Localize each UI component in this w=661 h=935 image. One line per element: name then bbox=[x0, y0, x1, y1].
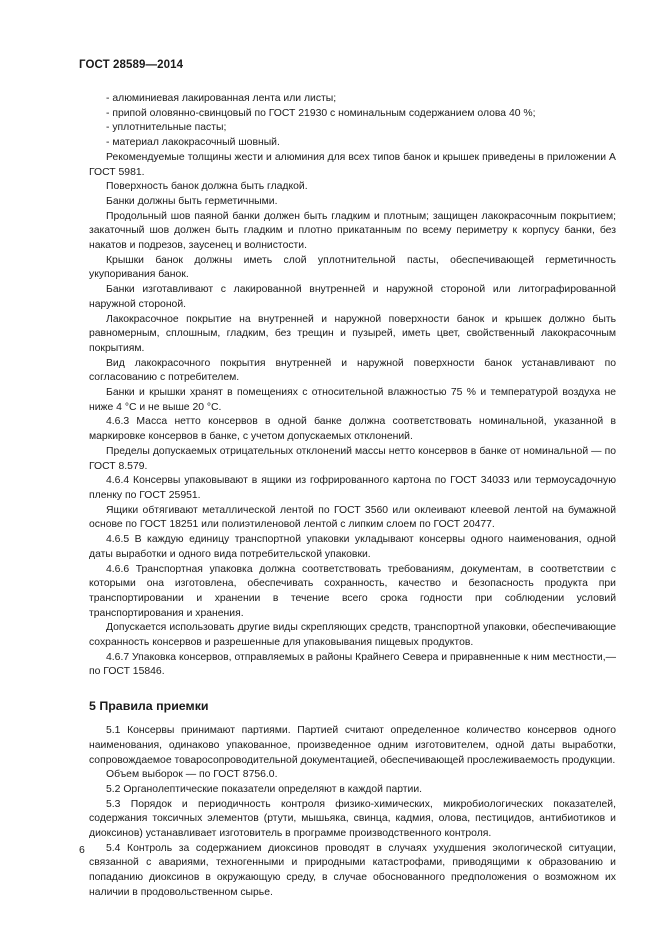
paragraph: Допускается использовать другие виды скрепляющих средств, транспортной упаковки, обеспечивающие сохранность консервов и разрешенные для упаковывания пищевых продуктов. bbox=[89, 622, 616, 649]
list-item: - материал лакокрасочный шовный. bbox=[106, 137, 280, 149]
paragraph: 5.1 Консервы принимают партиями. Партией считают определенное количество консервов одного наименования, одинаково упакованное, произведенное одним изготовителем, одной даты выработки, сопровождаемое товаросопроводительной документацией, обеспечивающей прослеживаемость продукции. bbox=[89, 725, 616, 766]
paragraph: Поверхность банок должна быть гладкой. bbox=[106, 181, 308, 193]
paragraph: 4.6.4 Консервы упаковывают в ящики из гофрированного картона по ГОСТ 34033 или термоусадочную пленку по ГОСТ 25951. bbox=[89, 475, 616, 501]
paragraph: Банки должны быть герметичными. bbox=[106, 195, 278, 207]
paragraph: 5.3 Порядок и периодичность контроля физико-химических, микробиологических показателей, содержания токсичных элементов (ртути, мышьяка, свинца, кадмия, олова, пестицидов, антибиотиков и диоксинов) устанавливает изготовитель в программе производственного контроля. bbox=[89, 798, 616, 840]
paragraph: 4.6.7 Упаковка консервов, отправляемых в районы Крайнего Севера и приравненные к ним местности,— по ГОСТ 15846. bbox=[89, 651, 616, 678]
paragraph: 4.6.5 В каждую единицу транспортной упаковки укладывают консервы одного наименования, одной даты выработки и одного вида потребительской упаковки. bbox=[89, 534, 616, 560]
paragraph: Банки и крышки хранят в помещениях с относительной влажностью 75 % и температурой воздуха не ниже 4 °С и не выше 20 °С. bbox=[89, 387, 616, 413]
paragraph: 4.6.6 Транспортная упаковка должна соответствовать требованиям, документам, в соответствии с которыми она изготовлена, обеспечивать сохранность, качество и безопасность продукта при транспортировании и хранении в течение всего срока годности при соблюдении условий транспортирования и хранения. bbox=[89, 563, 616, 619]
paragraph: Лакокрасочное покрытие на внутренней и наружной поверхности банок и крышек должно быть равномерным, сплошным, гладким, без трещин и пузырей, иметь цвет, свойственный лакокрасочным покрытиям. bbox=[89, 313, 616, 354]
paragraph: 4.6.3 Масса нетто консервов в одной банке должна соответствовать номинальной, указанной в маркировке консервов в банке, с учетом допускаемых отклонений. bbox=[89, 416, 616, 443]
paragraph: Крышки банок должны иметь слой уплотнительной пасты, обеспечивающей герметичность укупоривания банок. bbox=[89, 254, 616, 281]
list-item: - припой оловянно-свинцовый по ГОСТ 21930 с номинальным содержанием олова 40 %; bbox=[106, 107, 536, 119]
paragraph: Банки изготавливают с лакированной внутренней и наружной стороной или литографированной наружной стороной. bbox=[89, 284, 616, 310]
paragraph: Вид лакокрасочного покрытия внутренней и наружной поверхности банок устанавливают по согласованию с потребителем. bbox=[89, 357, 616, 384]
paragraph: 5.2 Органолептические показатели определяют в каждой партии. bbox=[106, 783, 423, 795]
document-body bbox=[89, 92, 616, 901]
page-number: 6 bbox=[79, 844, 85, 856]
list-item: - уплотнительные пасты; bbox=[106, 122, 227, 134]
paragraph: Пределы допускаемых отрицательных отклонений массы нетто консервов в банке от номинальной — по ГОСТ 8.579. bbox=[89, 445, 616, 472]
paragraph: 5.4 Контроль за содержанием диоксинов проводят в случаях ухудшения экологической ситуации, связанной с авариями, техногенными и природными катастрофами, приводящими к образованию и попаданию диоксинов в окружающую среду, в случае обоснованного предположения о возможном их наличии в продовольственном сырье. bbox=[89, 842, 616, 898]
paragraph: Продольный шов паяной банки должен быть гладким и плотным; защищен лакокрасочным покрытием; закаточный шов должен быть гладким и плотно прикатанным по всему периметру к корпусу банки, без накатов и подрезов, заусенец и волнистости. bbox=[89, 210, 616, 252]
section-title: 5 Правила приемки bbox=[89, 699, 209, 714]
document-header: ГОСТ 28589—2014 bbox=[79, 59, 184, 71]
list-item: - алюминиевая лакированная лента или листы; bbox=[106, 93, 337, 104]
paragraph: Объем выборок — по ГОСТ 8756.0. bbox=[106, 769, 278, 781]
paragraph: Ящики обтягивают металлической лентой по ГОСТ 3560 или оклеивают клеевой лентой на бумажной основе по ГОСТ 18251 или полиэтиленовой лентой с липким слоем по ГОСТ 20477. bbox=[89, 504, 616, 531]
paragraph: Рекомендуемые толщины жести и алюминия для всех типов банок и крышек приведены в приложении А ГОСТ 5981. bbox=[89, 151, 616, 178]
